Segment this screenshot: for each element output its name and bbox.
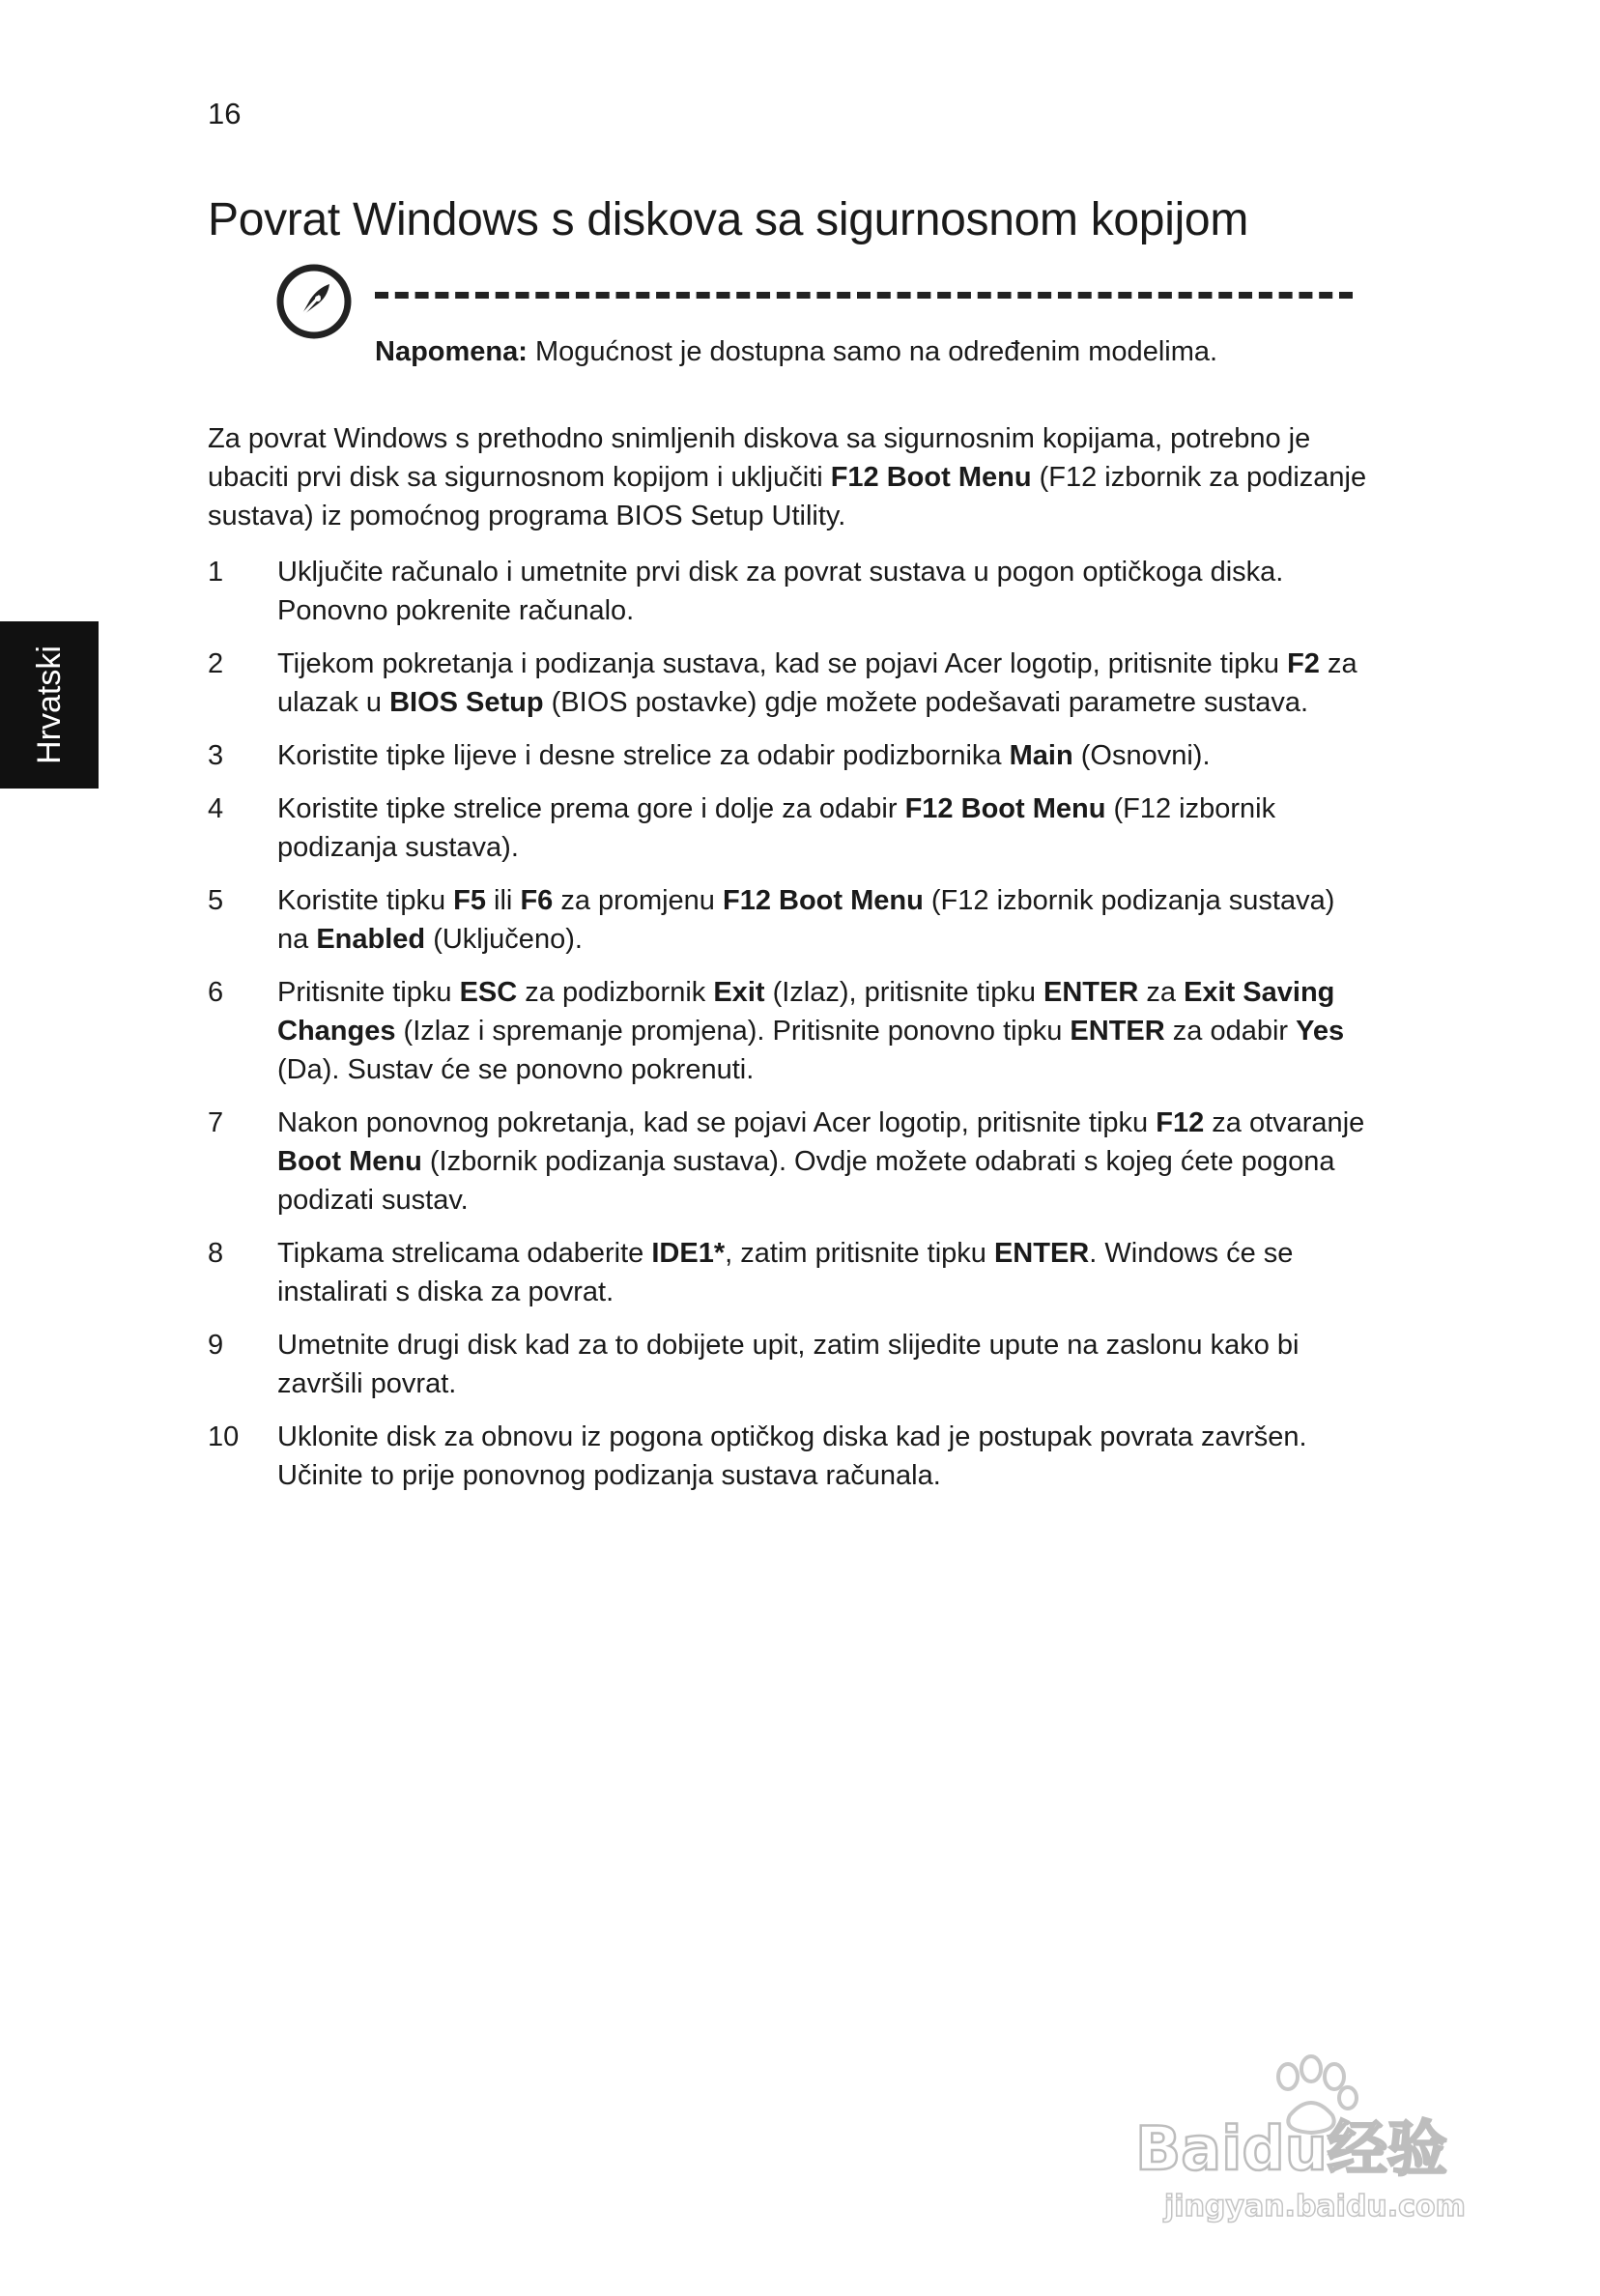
step-item — [208, 1418, 1367, 1495]
step-text: Uklonite disk za obnovu iz pogona optičkog diska kad je postupak povrata završen. Učinite to prije ponovnog podizanja sustava računala. — [277, 1421, 1307, 1491]
steps-list — [208, 553, 1367, 1509]
intro-paragraph — [208, 419, 1367, 535]
step-item — [208, 1104, 1367, 1220]
page-title: Povrat Windows s diskova sa sigurnosnom kopijom — [208, 194, 1249, 245]
step-bold: F12 — [1156, 1107, 1205, 1138]
step-item — [208, 736, 1367, 775]
intro-text-2: (F12 izbornik za podizanje sustava) iz pomoćnog programa BIOS Setup Utility. — [208, 462, 1367, 531]
note-text — [375, 336, 1217, 368]
step-text: (Uključeno). — [425, 924, 583, 955]
side-tab-label: Hrvatski — [30, 646, 68, 764]
step-text: (Izbornik podizanja sustava). Ovdje možete odabrati s kojeg ćete pogona podizati sustav. — [277, 1146, 1335, 1216]
step-text: . Windows će se instalirati s diska za povrat. — [277, 1238, 1294, 1307]
step-text: za podizbornik — [517, 977, 714, 1008]
step-text: ili — [485, 885, 521, 916]
step-text: Koristite tipke lijeve i desne strelice za odabir podizbornika — [277, 740, 1010, 771]
step-number: 2 — [208, 648, 224, 679]
step-bold: F6 — [520, 885, 554, 916]
step-text: (Izlaz), pritisnite tipku — [764, 977, 1044, 1008]
step-item — [208, 1326, 1367, 1403]
step-bold: Exit Saving Changes — [277, 977, 1335, 1047]
step-item — [208, 553, 1367, 630]
note-body: Mogućnost je dostupna samo na određenim modelima. — [527, 336, 1218, 367]
step-bold: Enabled — [316, 924, 426, 955]
step-number: 1 — [208, 557, 224, 588]
step-bold: BIOS Setup — [389, 687, 544, 718]
baidu-watermark — [1126, 2044, 1502, 2227]
step-text: , zatim pritisnite tipku — [725, 1238, 994, 1269]
step-text: Pritisnite tipku — [277, 977, 460, 1008]
step-number: 7 — [208, 1107, 224, 1138]
note-pen-icon — [275, 263, 353, 340]
step-text: (Izlaz i spremanje promjena). Pritisnite ponovno tipku — [395, 1016, 1071, 1047]
step-bold: Yes — [1296, 1016, 1345, 1047]
step-bold: Main — [1009, 740, 1073, 771]
intro-bold-1: F12 Boot Menu — [830, 462, 1032, 493]
step-text: za promjenu — [553, 885, 723, 916]
step-bold: F2 — [1287, 648, 1320, 679]
watermark-url: jingyan.baidu.com — [1164, 2190, 1466, 2224]
language-side-tab — [0, 621, 99, 789]
note-label: Napomena: — [375, 336, 528, 367]
step-item — [208, 1234, 1367, 1311]
step-item — [208, 881, 1367, 959]
step-text: Tipkama strelicama odaberite — [277, 1238, 652, 1269]
step-bold: ENTER — [1043, 977, 1139, 1008]
step-bold: F5 — [453, 885, 486, 916]
step-number: 4 — [208, 793, 224, 824]
step-number: 6 — [208, 977, 224, 1008]
step-item — [208, 789, 1367, 867]
step-text: za — [1138, 977, 1185, 1008]
step-item — [208, 645, 1367, 722]
step-text: (Osnovni). — [1072, 740, 1211, 771]
step-text: Koristite tipku — [277, 885, 454, 916]
step-text: (BIOS postavke) gdje možete podešavati parametre sustava. — [543, 687, 1309, 718]
page-number: 16 — [208, 97, 242, 130]
step-bold: ENTER — [993, 1238, 1090, 1269]
step-text: za otvaranje — [1204, 1107, 1365, 1138]
step-text: za ulazak u — [277, 648, 1357, 718]
step-text: Koristite tipke strelice prema gore i dolje za odabir — [277, 793, 905, 824]
step-bold: ENTER — [1070, 1016, 1165, 1047]
step-number: 9 — [208, 1330, 224, 1361]
step-number: 10 — [208, 1421, 240, 1452]
step-bold: F12 Boot Menu — [722, 885, 924, 916]
step-text: (F12 izbornik podizanja sustava) na — [277, 885, 1335, 955]
intro-text-1: Za povrat Windows s prethodno snimljenih diskova sa sigurnosnim kopijama, potrebno je ubaciti prvi disk sa sigurnosnom kopijom i uključiti — [208, 423, 1311, 493]
step-text: Tijekom pokretanja i podizanja sustava, kad se pojavi Acer logotip, pritisnite tipku — [277, 648, 1288, 679]
step-text: Uključite računalo i umetnite prvi disk za povrat sustava u pogon optičkoga diska. Ponovno pokrenite računalo. — [277, 557, 1284, 626]
step-bold: F12 Boot Menu — [904, 793, 1106, 824]
step-bold: Boot Menu — [277, 1146, 422, 1177]
step-bold: IDE1* — [651, 1238, 726, 1269]
step-text: (F12 izbornik podizanja sustava). — [277, 793, 1276, 863]
step-number: 8 — [208, 1238, 224, 1269]
step-text: Nakon ponovnog pokretanja, kad se pojavi Acer logotip, pritisnite tipku — [277, 1107, 1157, 1138]
step-bold: Exit — [713, 977, 765, 1008]
step-bold: ESC — [459, 977, 518, 1008]
step-number: 3 — [208, 740, 224, 771]
step-text: za odabir — [1164, 1016, 1297, 1047]
step-item — [208, 973, 1367, 1089]
step-text: (Da). Sustav će se ponovno pokrenuti. — [277, 1054, 755, 1085]
note-dotted-rule — [375, 292, 1353, 299]
step-text: Umetnite drugi disk kad za to dobijete upit, zatim slijedite upute na zaslonu kako bi završili povrat. — [277, 1330, 1300, 1399]
step-number: 5 — [208, 885, 224, 916]
watermark-brand: Baidu经验 — [1135, 2113, 1447, 2184]
